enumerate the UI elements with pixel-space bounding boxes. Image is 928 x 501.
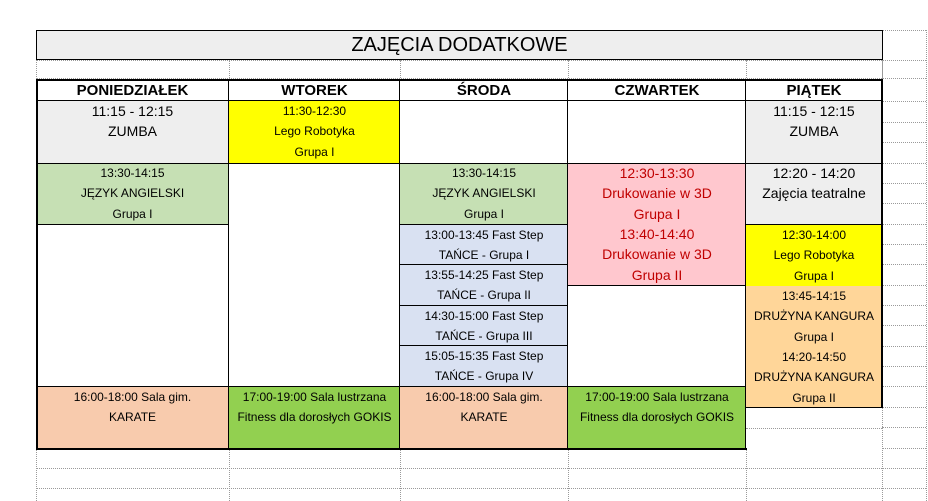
monday-english: 13:30-14:15 JĘZYK ANGIELSKI Grupa I: [36, 163, 229, 225]
wednesday-dance-3: 14:30-15:00 Fast Step TAŃCE - Grupa III: [400, 306, 568, 346]
day-header-friday: PIĄTEK: [786, 81, 842, 99]
tuesday-lego: 11:30-12:30 Lego Robotyka Grupa I: [229, 101, 400, 163]
monday-karate: 16:00-18:00 Sala gim. KARATE: [36, 387, 229, 448]
friday-kangur-2: 14:20-14:50 DRUŻYNA KANGURA Grupa II: [746, 347, 882, 407]
wednesday-dance-4: 15:05-15:35 Fast Step TAŃCE - Grupa IV: [400, 346, 568, 387]
friday-zumba: 11:15 - 12:15 ZUMBA: [746, 101, 882, 163]
wednesday-karate: 16:00-18:00 Sala gim. KARATE: [400, 387, 568, 448]
friday-theatre: 12:20 - 14:20 Zajęcia teatralne: [746, 163, 882, 225]
day-header-tuesday: WTOREK: [281, 81, 348, 99]
day-header-thursday: CZWARTEK: [614, 81, 700, 99]
day-header-wednesday: ŚRODA: [456, 81, 512, 99]
tuesday-fitness: 17:00-19:00 Sala lustrzana Fitness dla dorosłych GOKIS: [229, 387, 400, 448]
monday-zumba: 11:15 - 12:15 ZUMBA: [36, 101, 229, 163]
wednesday-english: 13:30-14:15 JĘZYK ANGIELSKI Grupa I: [400, 163, 568, 225]
thursday-3d-printing-2: 13:40-14:40 Drukowanie w 3D Grupa II: [568, 224, 746, 286]
wednesday-dance-1: 13:00-13:45 Fast Step TAŃCE - Grupa I: [400, 225, 568, 265]
day-header-monday: PONIEDZIAŁEK: [76, 81, 189, 99]
page-title: ZAJĘCIA DODATKOWE: [36, 30, 883, 60]
thursday-3d-printing-1: 12:30-13:30 Drukowanie w 3D Grupa I: [568, 163, 746, 225]
friday-lego: 12:30-14:00 Lego Robotyka Grupa I: [746, 225, 882, 286]
friday-kangur-1: 13:45-14:15 DRUŻYNA KANGURA Grupa I: [746, 286, 882, 347]
thursday-fitness: 17:00-19:00 Sala lustrzana Fitness dla dorosłych GOKIS: [568, 387, 746, 448]
wednesday-dance-2: 13:55-14:25 Fast Step TAŃCE - Grupa II: [400, 265, 568, 306]
